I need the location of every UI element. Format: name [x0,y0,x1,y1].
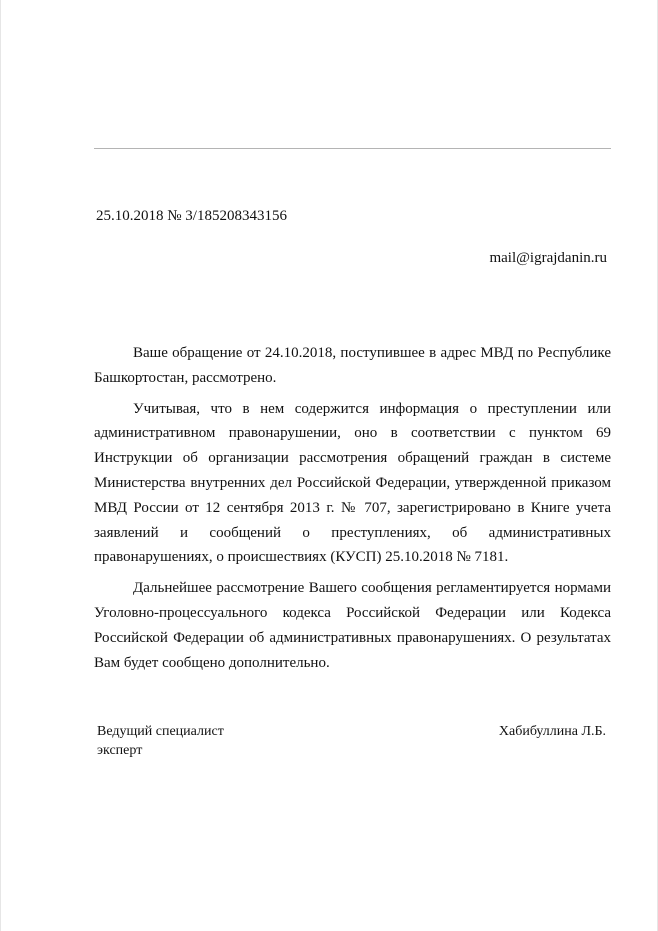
signer-position-line1: Ведущий специалист [97,724,224,739]
letter-body [94,341,611,681]
header-divider [94,148,611,149]
signer-name: Хабибуллина Л.Б. [498,724,606,739]
paragraph-1: Ваше обращение от 24.10.2018, поступившее в адрес МВД по Республике Башкортостан, рассмотрено. [94,345,611,386]
paragraph-3: Дальнейшее рассмотрение Вашего сообщения регламентируется нормами Уголовно-процессуального кодекса Российской Федерации или Кодекса Российской Федерации об административных правонарушениях. О результатах Вам будет сообщено дополнительно. [94,580,611,671]
paragraph-2: Учитывая, что в нем содержится информация о преступлении или административном правонарушении, оно в соответствии с пунктом 69 Инструкции об организации рассмотрения обращений граждан в системе Министерства внутренних дел Российской Федерации, утвержденной приказом МВД России от 12 сентября 2013 г. № 707, зарегистрировано в Книге учета заявлений и сообщений о преступлениях, об административных правонарушениях, о происшествиях (КУСП) 25.10.2018 № 7181. [94,400,611,566]
registration-number: 25.10.2018 № 3/185208343156 [96,208,287,224]
signer-position [97,722,224,760]
signer-position-line2: эксперт [97,743,143,758]
addressee-email: mail@igrajdanin.ru [489,250,607,266]
